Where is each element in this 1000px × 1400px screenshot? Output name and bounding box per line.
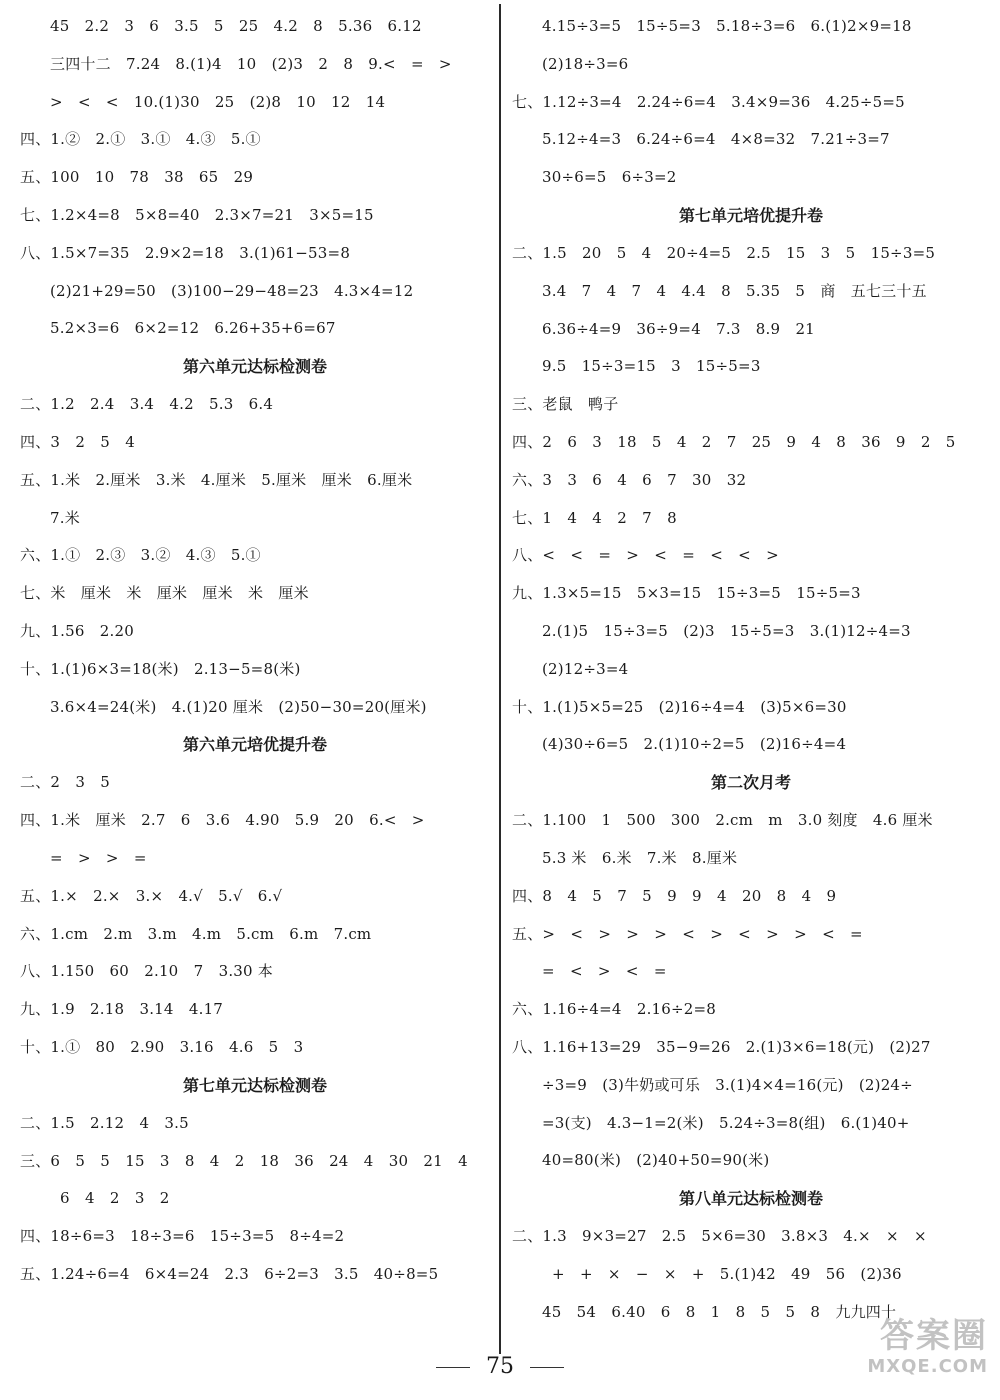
answer-line: 二、1.5 20 5 4 20÷4=5 2.5 15 3 5 15÷3=5 [512, 243, 936, 262]
answer-line: 四、8 4 5 7 5 9 9 4 20 8 4 9 [512, 886, 837, 905]
answer-line: 二、2 3 5 [20, 773, 111, 792]
answer-line: (2)21+29=50 (3)100−29−48=23 4.3×4=12 [50, 281, 414, 300]
answer-line: 十、1.① 80 2.90 3.16 4.6 5 3 [20, 1037, 304, 1056]
answer-line: 八、< < = > < = < < > [512, 546, 779, 565]
answer-line: 45 2.2 3 6 3.5 5 25 4.2 8 5.36 6.12 [50, 17, 422, 35]
answer-line: ÷3=9 (3)牛奶或可乐 3.(1)4×4=16(元) (2)24÷ [542, 1075, 913, 1094]
answer-line: 三、6 5 5 15 3 8 4 2 18 36 24 4 30 21 4 [20, 1151, 468, 1170]
answer-line: 九、1.9 2.18 3.14 4.17 [20, 1000, 224, 1019]
answer-line: 二、1.3 9×3=27 2.5 5×6=30 3.8×3 4.× × × [512, 1227, 927, 1246]
answer-line: 二、1.2 2.4 3.4 4.2 5.3 6.4 [20, 395, 274, 414]
answer-line: 八、1.16+13=29 35−9=26 2.(1)3×6=18(元) (2)27 [512, 1037, 931, 1056]
answer-line: 五、100 10 78 38 65 29 [20, 168, 254, 187]
watermark-bottom-text: MXQE.COM [867, 1356, 988, 1377]
answer-line: 四、3 2 5 4 [20, 432, 135, 451]
answer-line: 5.3 米 6.米 7.米 8.厘米 [542, 848, 738, 867]
answer-line: (4)30÷6=5 2.(1)10÷2=5 (2)16÷4=4 [542, 735, 847, 754]
answer-line: 三四十二 7.24 8.(1)4 10 (2)3 2 8 9.< = > [50, 54, 452, 73]
answer-line: 3.6×4=24(米) 4.(1)20 厘米 (2)50−30=20(厘米) [50, 697, 427, 716]
answer-line: 七、米 厘米 米 厘米 厘米 米 厘米 [20, 584, 309, 603]
answer-line: 30÷6=5 6÷3=2 [542, 168, 677, 187]
answer-line: 九、1.3×5=15 5×3=15 15÷3=5 15÷5=3 [512, 584, 861, 603]
answer-line: 6.36÷4=9 36÷9=4 7.3 8.9 21 [542, 319, 815, 338]
answer-line: 7.米 [50, 508, 80, 527]
answer-line: 二、1.100 1 500 300 2.cm m 3.0 刻度 4.6 厘米 [512, 811, 933, 830]
answer-line: 5.2×3=6 6×2=12 6.26+35+6=67 [50, 319, 336, 338]
answer-line: 四、1.② 2.① 3.① 4.③ 5.① [20, 130, 261, 149]
answer-line: 9.5 15÷3=15 3 15÷5=3 [542, 357, 761, 376]
answer-line: 40=80(米) (2)40+50=90(米) [542, 1151, 770, 1170]
answer-line: 4.15÷3=5 15÷5=3 5.18÷3=6 6.(1)2×9=18 [542, 17, 912, 35]
right-column [512, 8, 990, 1332]
answer-line: = > > = [50, 848, 147, 867]
answer-line: 5.12÷4=3 6.24÷6=4 4×8=32 7.21÷3=7 [542, 130, 890, 149]
answer-line: 45 54 6.40 6 8 1 8 5 5 8 九九四十 [542, 1302, 897, 1321]
answer-line: 四、18÷6=3 18÷3=6 15÷3=5 8÷4=2 [20, 1227, 345, 1246]
answer-line: = < > < = [542, 962, 667, 981]
answer-line: 七、1 4 4 2 7 8 [512, 508, 677, 527]
answer-line: 五、1.米 2.厘米 3.米 4.厘米 5.厘米 厘米 6.厘米 [20, 470, 413, 489]
answer-line: 七、1.12÷3=4 2.24÷6=4 3.4×9=36 4.25÷5=5 [512, 92, 905, 111]
answer-line: 六、1.16÷4=4 2.16÷2=8 [512, 1000, 717, 1019]
answer-line: 3.4 7 4 7 4 4.4 8 5.35 5 商 五七三十五 [542, 281, 927, 300]
section-heading: 第八单元达标检测卷 [678, 1189, 823, 1209]
section-heading: 第六单元培优提升卷 [182, 735, 327, 755]
answer-line: 八、1.150 60 2.10 7 3.30 本 [20, 962, 273, 981]
answer-line: 五、1.× 2.× 3.× 4.√ 5.√ 6.√ [20, 886, 283, 905]
answer-line: 2.(1)5 15÷3=5 (2)3 15÷5=3 3.(1)12÷4=3 [542, 621, 911, 640]
watermark-top-text: 答案圈 [880, 1316, 988, 1356]
answer-line: 五、> < > > > < > < > > < = [512, 924, 863, 943]
section-heading: 第七单元培优提升卷 [678, 205, 823, 225]
answer-line: 三、老鼠 鸭子 [512, 395, 619, 414]
answer-line: (2)18÷3=6 [542, 54, 629, 73]
answer-line: 八、1.5×7=35 2.9×2=18 3.(1)61−53=8 [20, 243, 351, 262]
answer-line: 六、3 3 6 4 6 7 30 32 [512, 470, 747, 489]
left-column [20, 8, 490, 1294]
answer-line: 四、1.米 厘米 2.7 6 3.6 4.90 5.9 20 6.< > [20, 811, 425, 830]
answer-line: 6 4 2 3 2 [60, 1189, 170, 1208]
page-number: 75 [486, 1354, 514, 1379]
answer-line: 十、1.(1)5×5=25 (2)16÷4=4 (3)5×6=30 [512, 697, 847, 716]
answer-line: 九、1.56 2.20 [20, 621, 134, 640]
answer-line: > < < 10.(1)30 25 (2)8 10 12 14 [50, 92, 386, 111]
column-divider [499, 4, 501, 1354]
answer-line: 二、1.5 2.12 4 3.5 [20, 1113, 189, 1132]
section-heading: 第六单元达标检测卷 [182, 357, 327, 377]
answer-line: 六、1.cm 2.m 3.m 4.m 5.cm 6.m 7.cm [20, 924, 372, 943]
answer-line: (2)12÷3=4 [542, 659, 629, 678]
section-heading: 第二次月考 [710, 773, 791, 793]
footer-dash-left [436, 1367, 470, 1368]
answer-line: + + × − × + 5.(1)42 49 56 (2)36 [552, 1264, 902, 1283]
footer-dash-right [530, 1367, 564, 1368]
answer-line: 十、1.(1)6×3=18(米) 2.13−5=8(米) [20, 659, 301, 678]
answer-line: 四、2 6 3 18 5 4 2 7 25 9 4 8 36 9 2 5 [512, 432, 956, 451]
answer-line: 五、1.24÷6=4 6×4=24 2.3 6÷2=3 3.5 40÷8=5 [20, 1264, 439, 1283]
answer-line: =3(支) 4.3−1=2(米) 5.24÷3=8(组) 6.(1)40+ [542, 1113, 910, 1132]
answer-line: 六、1.① 2.③ 3.② 4.③ 5.① [20, 546, 261, 565]
watermark-logo [838, 1316, 988, 1386]
answer-line: 七、1.2×4=8 5×8=40 2.3×7=21 3×5=15 [20, 205, 374, 224]
section-heading: 第七单元达标检测卷 [182, 1075, 327, 1095]
